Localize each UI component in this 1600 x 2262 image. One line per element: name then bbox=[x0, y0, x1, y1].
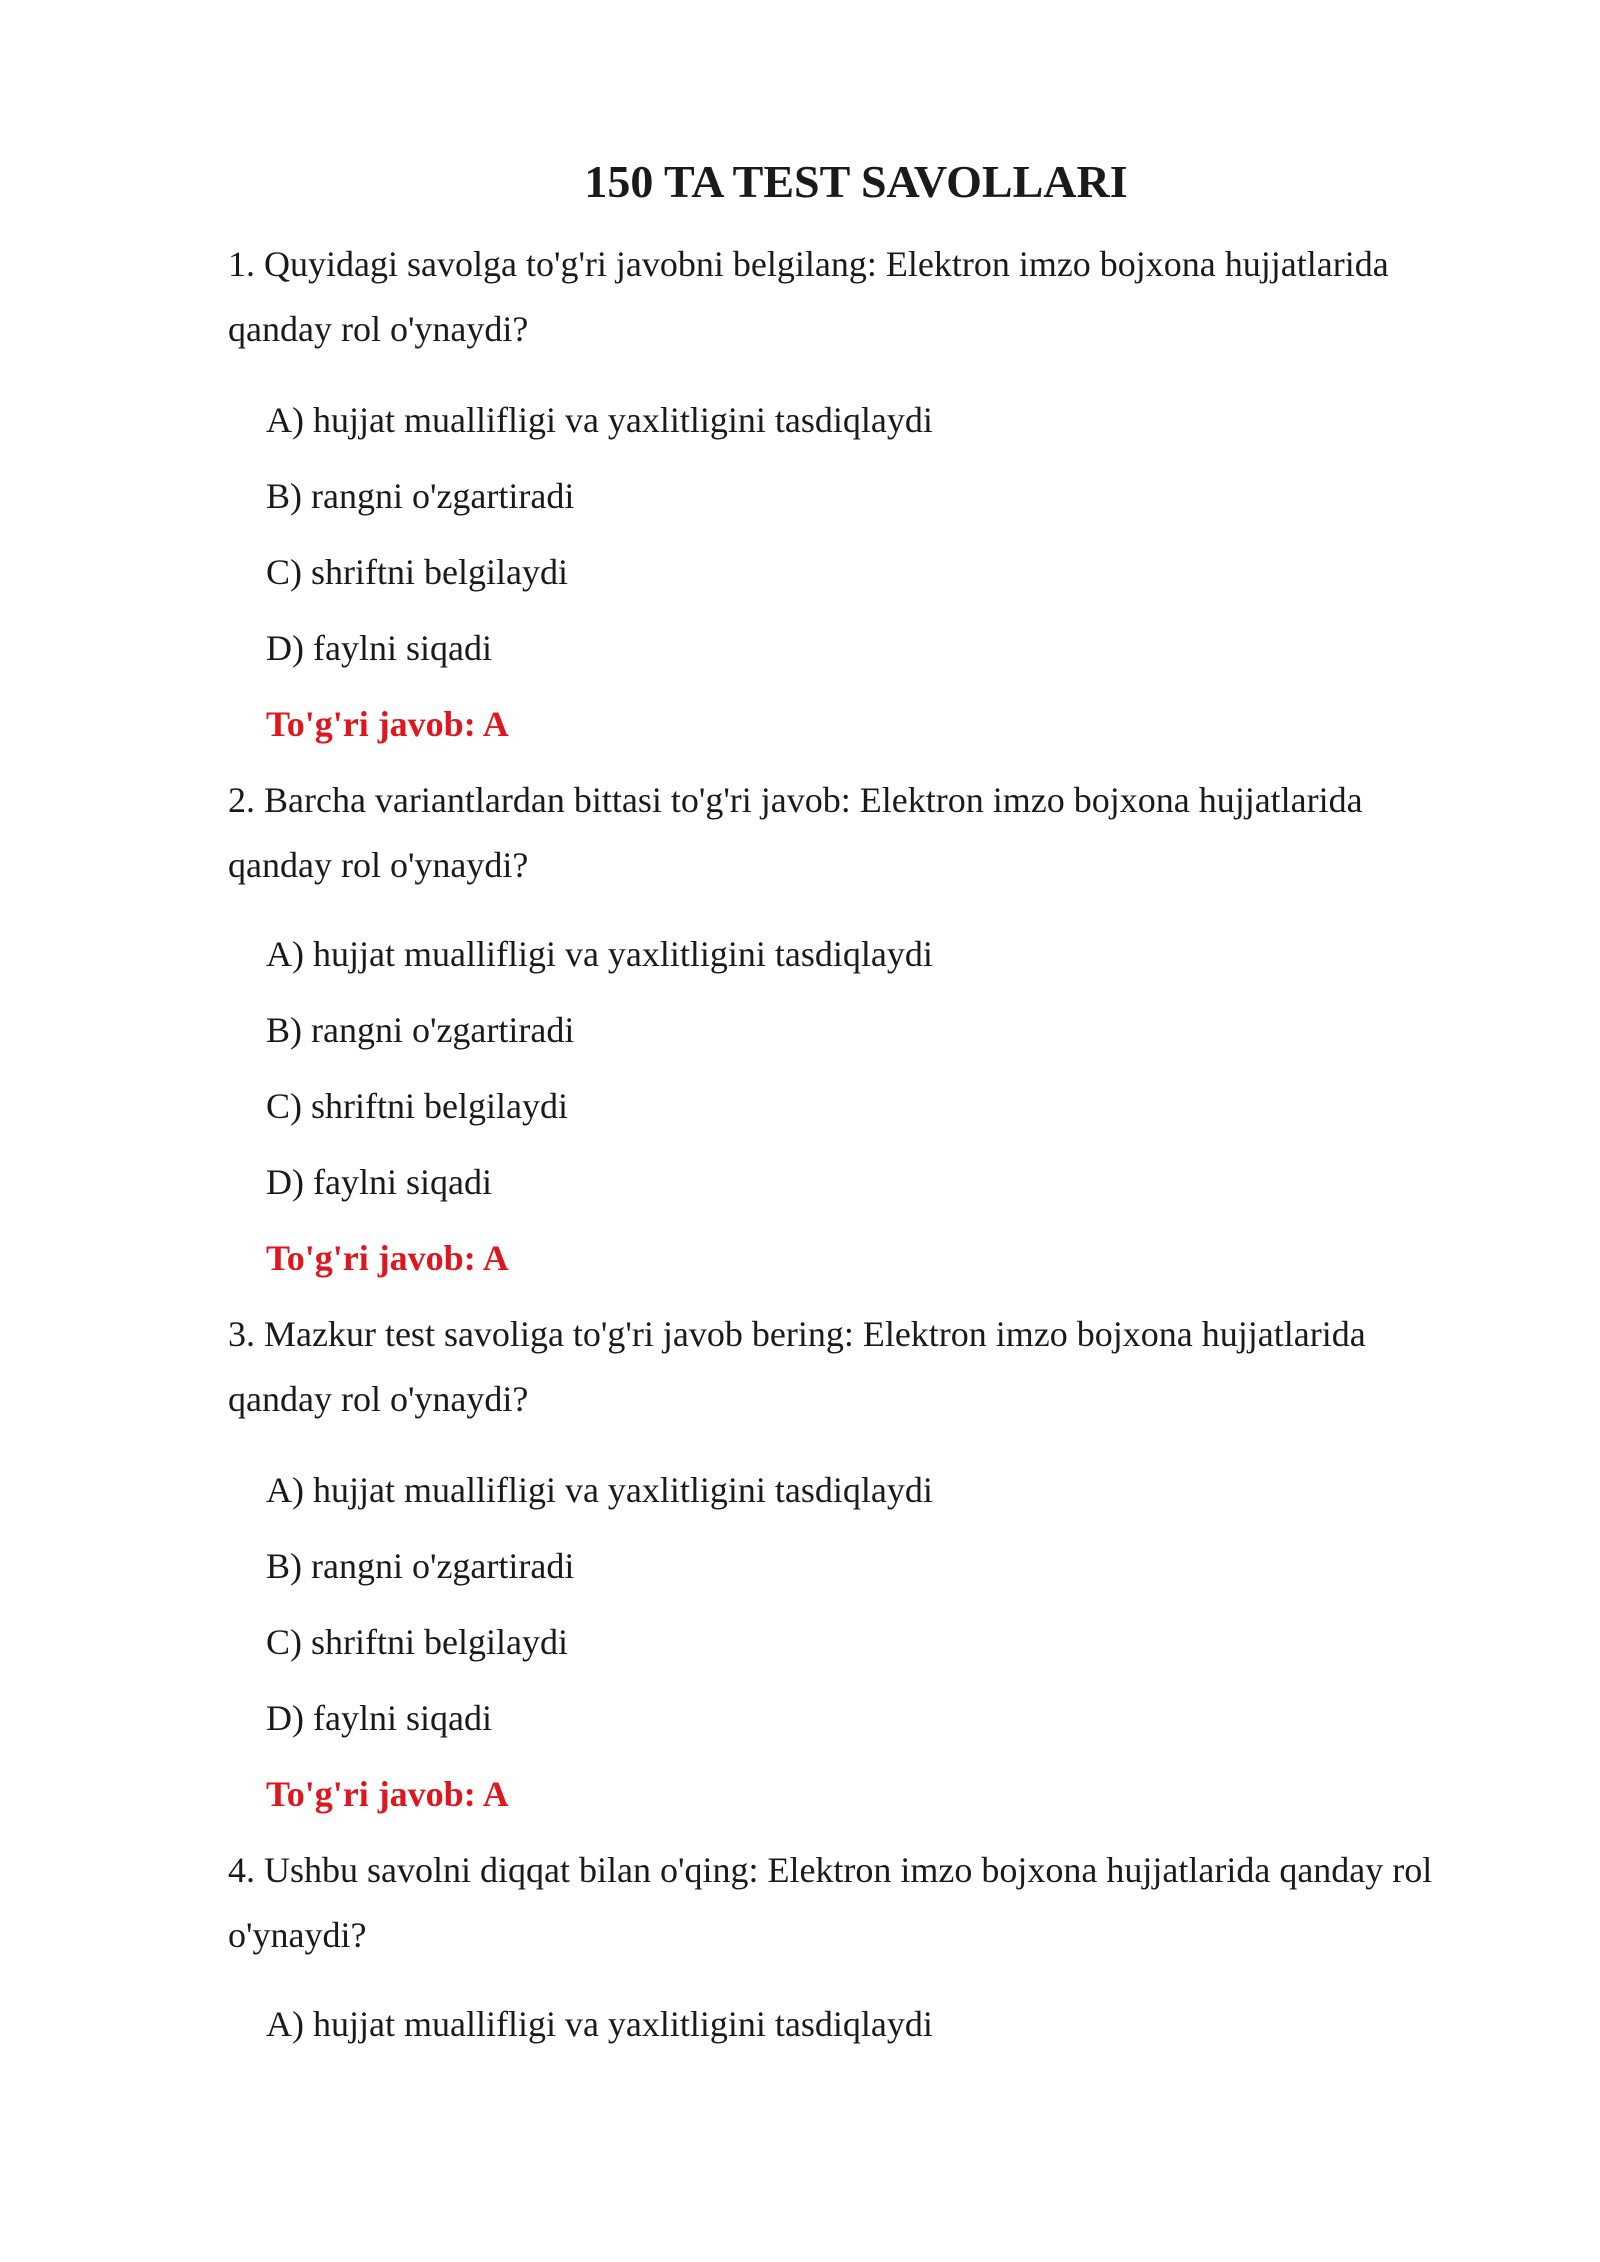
question-text: 2. Barcha variantlardan bittasi to'g'ri javob: Elektron imzo bojxona hujjatlarida qanday rol o'ynaydi? bbox=[228, 780, 1363, 885]
option-a: A) hujjat muallifligi va yaxlitligini tasdiqlaydi bbox=[266, 1470, 933, 1510]
option-c: C) shriftni belgilaydi bbox=[266, 1622, 568, 1662]
option-a: A) hujjat muallifligi va yaxlitligini tasdiqlaydi bbox=[266, 400, 933, 440]
option-a: A) hujjat muallifligi va yaxlitligini tasdiqlaydi bbox=[266, 934, 933, 974]
page-title: 150 TA TEST SAVOLLARI bbox=[584, 156, 1128, 207]
option-b: B) rangni o'zgartiradi bbox=[266, 1010, 575, 1050]
option-d: D) faylni siqadi bbox=[266, 1698, 492, 1738]
option-b: B) rangni o'zgartiradi bbox=[266, 1546, 575, 1586]
question-text: 4. Ushbu savolni diqqat bilan o'qing: Elektron imzo bojxona hujjatlarida qanday rol o'ynaydi? bbox=[228, 1850, 1433, 1955]
option-a: A) hujjat muallifligi va yaxlitligini tasdiqlaydi bbox=[266, 2004, 933, 2044]
correct-answer: To'g'ri javob: A bbox=[266, 704, 509, 744]
question-text: 1. Quyidagi savolga to'g'ri javobni belgilang: Elektron imzo bojxona hujjatlarida qanday rol o'ynaydi? bbox=[228, 244, 1389, 349]
correct-answer: To'g'ri javob: A bbox=[266, 1238, 509, 1278]
option-d: D) faylni siqadi bbox=[266, 1162, 492, 1202]
option-c: C) shriftni belgilaydi bbox=[266, 552, 568, 592]
option-b: B) rangni o'zgartiradi bbox=[266, 476, 575, 516]
option-d: D) faylni siqadi bbox=[266, 628, 492, 668]
question-text: 3. Mazkur test savoliga to'g'ri javob bering: Elektron imzo bojxona hujjatlarida qanday rol o'ynaydi? bbox=[228, 1314, 1366, 1419]
correct-answer: To'g'ri javob: A bbox=[266, 1774, 509, 1814]
option-c: C) shriftni belgilaydi bbox=[266, 1086, 568, 1126]
